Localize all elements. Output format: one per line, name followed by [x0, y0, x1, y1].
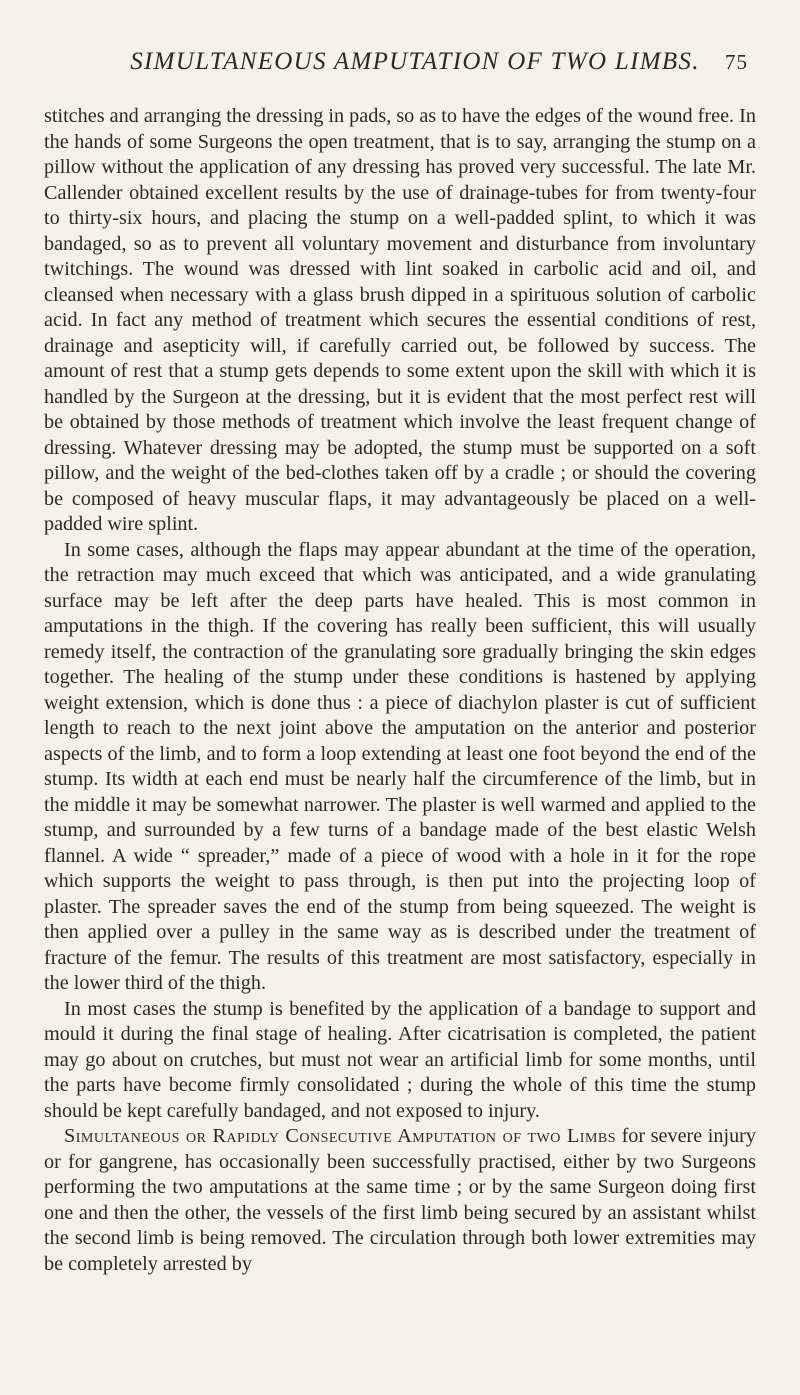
paragraph-granulating-surface: In some cases, although the flaps may appear abundant at the time of the operation, the retraction may much exceed that which was anticipated, and a wide granulating surface may be left after the deep parts have healed. This is most common in amputations in the thigh. If the covering has really been sufficient, this will usually remedy itself, the contraction of the granulating sore gradually bringing the skin edges together. The healing of the stump under these conditions is hastened by applying weight extension, which is done thus : a piece of diachylon plaster is cut of sufficient length to reach to the next joint above the amputation on the anterior and posterior aspects of the limb, and to form a loop extending at least one foot beyond the end of the stump. Its width at each end must be nearly half the circumference of the limb, but in the middle it may be somewhat narrower. The plaster is well warmed and applied to the stump, and surrounded by a few turns of a bandage made of the best elastic Welsh flannel. A wide “ spreader,” made of a piece of wood with a hole in it for the rope which supports the weight to pass through, is then put into the projecting loop of plaster. The spreader saves the end of the stump from being squeezed. The weight is then applied over a pulley in the same way as is described under the treatment of fracture of the femur. The results of this treatment are most satisfactory, especially in the lower third of the thigh. — [44, 538, 756, 994]
paragraph-simultaneous-amputation — [44, 1124, 756, 1277]
page-number: 75 — [725, 50, 748, 74]
body-text — [44, 104, 756, 1277]
running-title: SIMULTANEOUS AMPUTATION OF TWO LIMBS. — [130, 48, 700, 75]
section-heading: Simultaneous or Rapidly Consecutive Amputation of two Limbs — [64, 1125, 617, 1147]
paragraph-dressing: stitches and arranging the dressing in pads, so as to have the edges of the wound free. In the hands of some Surgeons the open treatment, that is to say, arranging the stump on a pillow without the application of any dressing has proved very successful. The late Mr. Callender obtained excellent results by the use of drainage-tubes for from twenty-four to thirty-six hours, and placing the stump on a well-padded splint, to which it was bandaged, so as to prevent all voluntary movement and disturbance from involuntary twitchings. The wound was dressed with lint soaked in carbolic acid and oil, and cleansed when necessary with a glass brush dipped in a spirituous solution of carbolic acid. In fact any method of treatment which secures the essential conditions of rest, drainage and asepticity will, if carefully carried out, be followed by success. The amount of rest that a stump gets depends to some extent upon the skill with which it is handled by the Surgeon at the dressing, but it is evident that the most perfect rest will be obtained by those methods of treatment which involve the least frequent change of dressing. Whatever dressing may be adopted, the stump must be supported on a soft pillow, and the weight of the bed-clothes taken off by a cradle ; or should the covering be composed of heavy muscular flaps, it may advantageously be placed on a well-padded wire splint. — [44, 105, 756, 535]
paragraph-bandage: In most cases the stump is benefited by the application of a bandage to support and mould it during the final stage of healing. After cicatrisation is completed, the patient may go about on crutches, but must not wear an artificial limb for some months, until the parts have become firmly consolidated ; during the whole of this time the stump should be kept carefully bandaged, and not exposed to injury. — [44, 997, 756, 1122]
running-header — [44, 48, 756, 88]
section-text: for severe injury or for gangrene, has occasionally been successfully practised, either by two Surgeons performing the two amputations at the same time ; or by the same Surgeon doing first one and then the other, the vessels of the first limb being secured by an assistant whilst the second limb is being removed. The circulation through both lower extremities may be completely arrested by — [44, 1125, 756, 1275]
